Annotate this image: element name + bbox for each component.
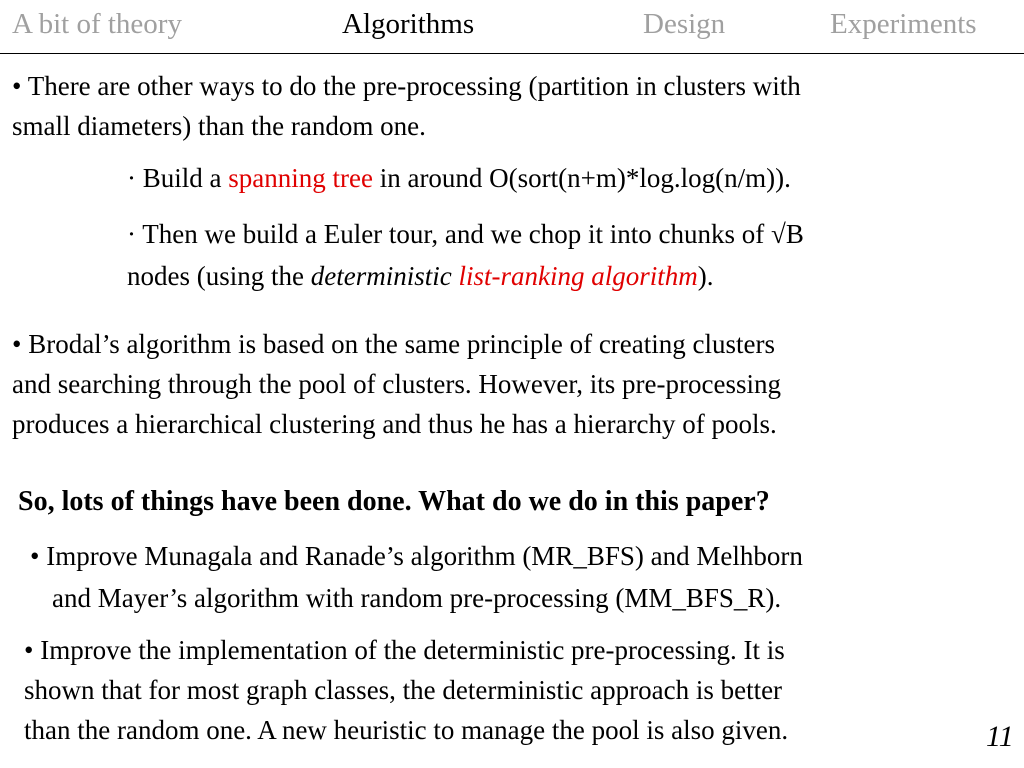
nav-divider: [0, 53, 1024, 54]
tab-a-bit-of-theory[interactable]: A bit of theory: [12, 8, 182, 40]
page-number: 11: [986, 720, 1014, 753]
sub-bullet-euler-tour-line2: [127, 256, 713, 296]
bullet-preprocessing-line2: small diameters) than the random one.: [12, 111, 426, 141]
spanning-tree-highlight: spanning tree: [228, 163, 373, 193]
sub1-post: in around O(sort(n+m)*log.log(n/m)).: [372, 163, 791, 193]
bullet-brodal-line2: and searching through the pool of clusters. However, its pre-processing: [12, 369, 781, 399]
sub1-pre: · Build a: [127, 163, 229, 193]
deterministic-italic: deterministic: [310, 261, 452, 291]
tab-algorithms[interactable]: Algorithms: [342, 8, 475, 40]
bullet-improve-mr-line1: • Improve Munagala and Ranade’s algorithm (MR_BFS) and Melhborn: [30, 541, 803, 571]
section-heading: So, lots of things have been done. What do we do in this paper?: [18, 486, 770, 517]
list-ranking-highlight: list-ranking algorithm: [458, 261, 698, 291]
tab-experiments[interactable]: Experiments: [830, 8, 977, 40]
tab-design[interactable]: Design: [643, 8, 726, 40]
bullet-improve-mr-line2: and Mayer’s algorithm with random pre-processing (MM_BFS_R).: [52, 583, 782, 613]
sub2-post: ).: [697, 261, 714, 291]
bullet-deterministic-line3: than the random one. A new heuristic to manage the pool is also given.: [24, 715, 789, 745]
bullet-deterministic-line2: shown that for most graph classes, the deterministic approach is better: [24, 675, 783, 705]
bullet-brodal-line1: • Brodal’s algorithm is based on the same principle of creating clusters: [12, 329, 776, 359]
bullet-preprocessing-line1: • There are other ways to do the pre-processing (partition in clusters with: [12, 71, 801, 101]
sub2-pre: nodes (using the: [127, 261, 311, 291]
bullet-brodal-line3: produces a hierarchical clustering and thus he has a hierarchy of pools.: [12, 409, 777, 439]
sub-bullet-euler-tour-line1: · Then we build a Euler tour, and we chop it into chunks of √B: [127, 219, 804, 249]
sub-bullet-spanning-tree: [127, 158, 791, 198]
top-navigation: [0, 0, 1024, 53]
bullet-deterministic-line1: • Improve the implementation of the deterministic pre-processing. It is: [24, 635, 785, 665]
